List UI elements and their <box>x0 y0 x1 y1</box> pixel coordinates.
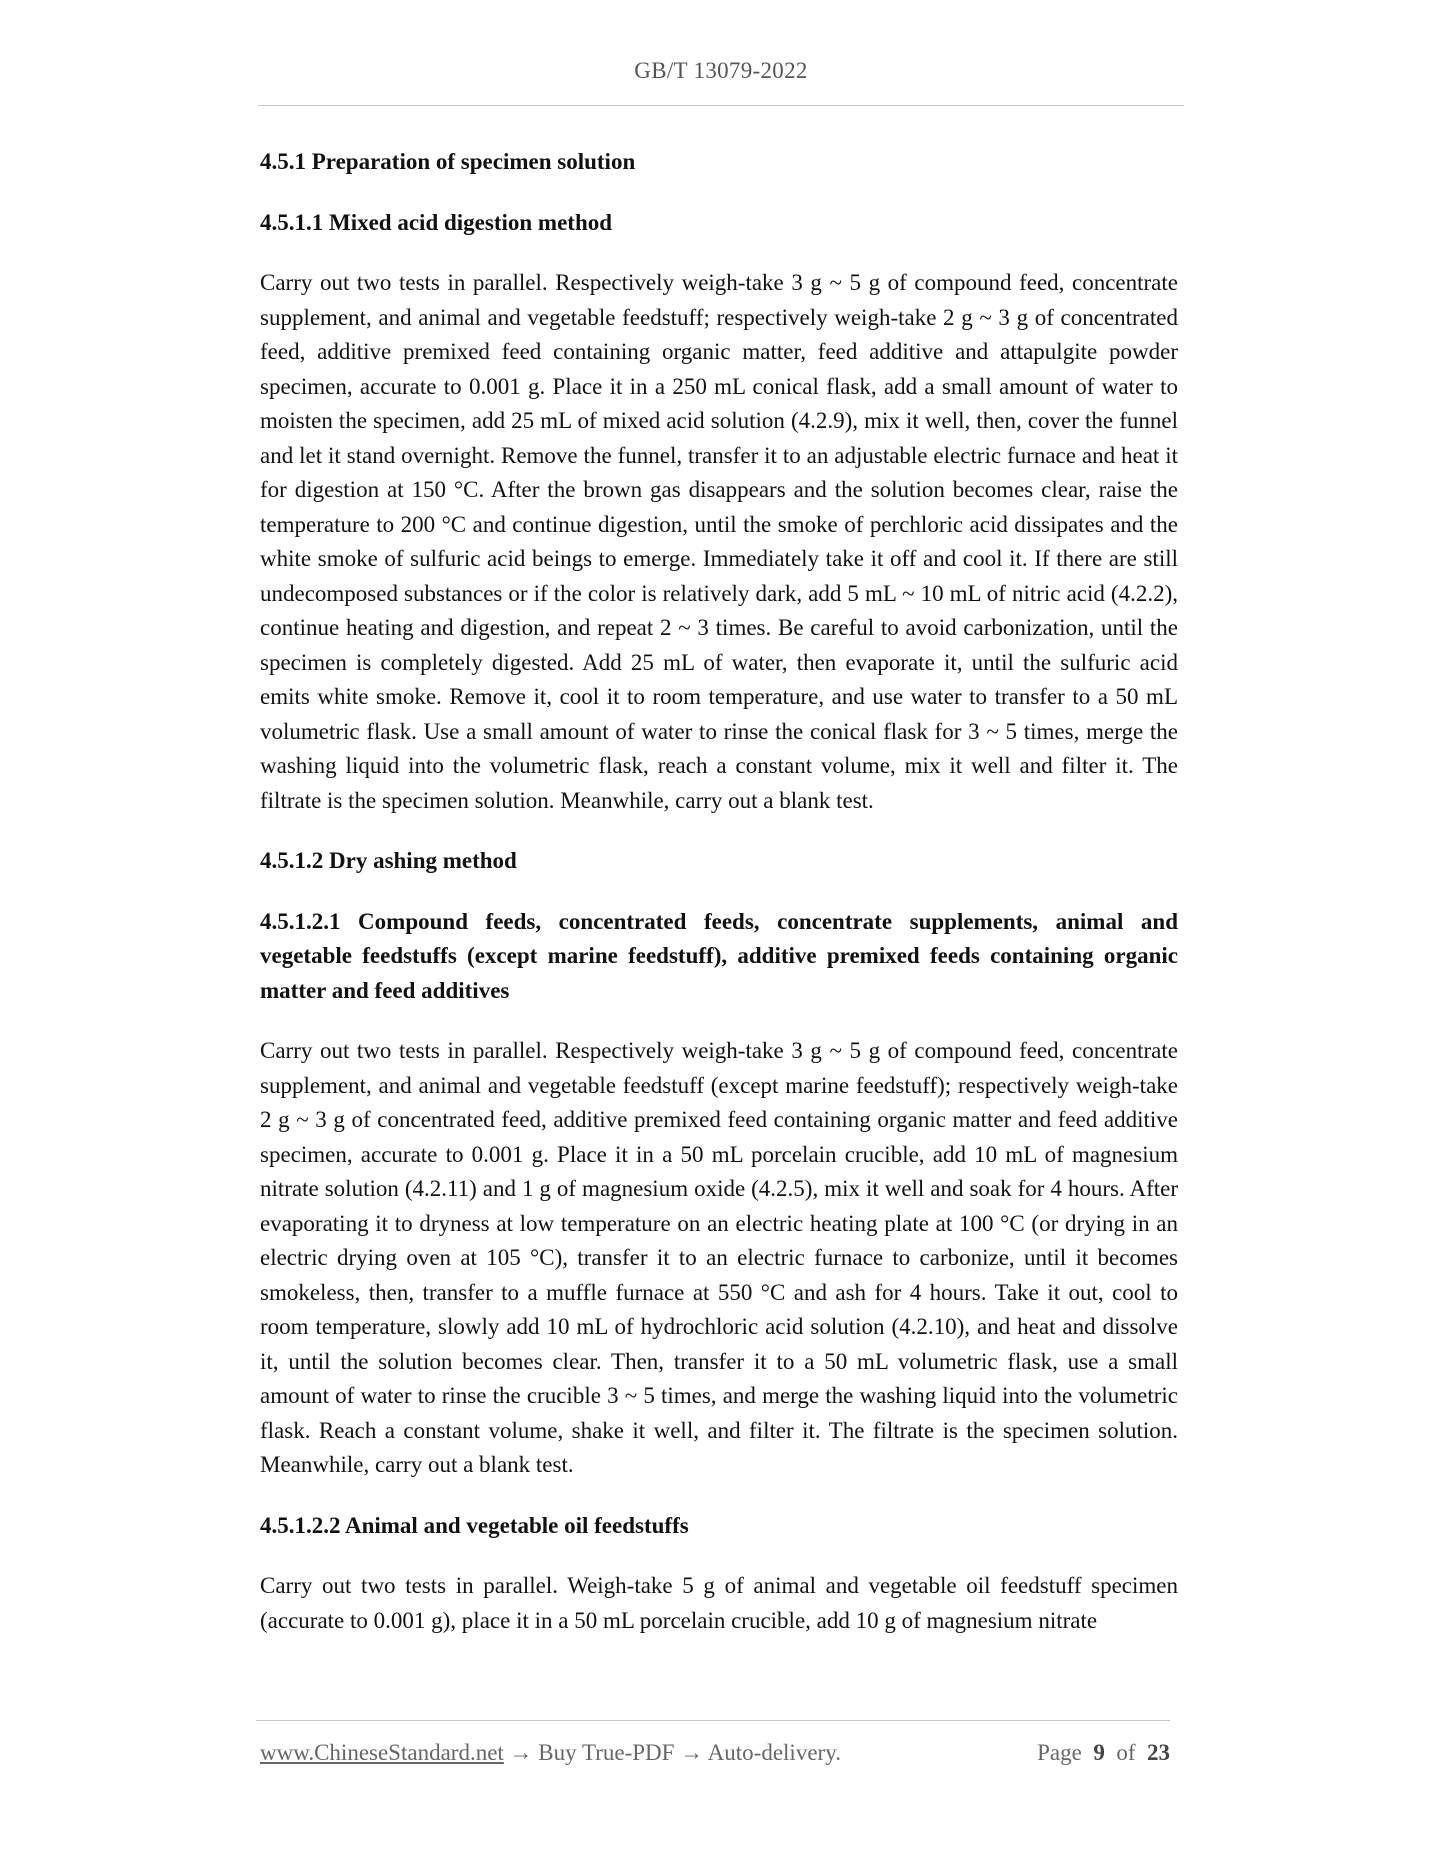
document-header-code: GB/T 13079-2022 <box>634 58 808 83</box>
section-4-5-1-2-title: 4.5.1.2 Dry ashing method <box>260 848 517 873</box>
header-divider <box>258 105 1184 106</box>
page-number <box>1037 1740 1170 1766</box>
document-body <box>260 145 1178 1638</box>
arrow-right-icon: → <box>503 1740 539 1765</box>
section-4-5-1-1-title: 4.5.1.1 Mixed acid digestion method <box>260 209 613 235</box>
page-current: 9 <box>1093 1740 1105 1765</box>
section-4-5-1-2-2-title: 4.5.1.2.2 Animal and vegetable oil feedstuffs <box>260 1512 689 1538</box>
section-4-5-1-2-2-paragraph: Carry out two tests in parallel. Weigh-take 5 g of animal and vegetable oil feedstuff specimen (accurate to 0.001 g), place it in a 50 mL porcelain crucible, add 10 g of magnesium nitrate <box>260 1573 1178 1633</box>
section-4-5-1-2-1-paragraph: Carry out two tests in parallel. Respectively weigh-take 3 g ~ 5 g of compound feed, concentrate supplement, and animal and vegetable feedstuff (except marine feedstuff); respectively weigh-take 2 g ~ 3 g of concentrated feed, additive premixed feed containing organic matter and feed additive specimen, accurate to 0.001 g. Place it in a 50 mL porcelain crucible, add 10 mL of magnesium nitrate solution (4.2.11) and 1 g of magnesium oxide (4.2.5), mix it well and soak for 4 hours. After evaporating it to dryness at low temperature on an electric heating plate at 100 °C (or drying in an electric drying oven at 105 °C), transfer it to an electric furnace to carbonize, until it becomes smokeless, then, transfer to a muffle furnace at 550 °C and ash for 4 hours. Take it out, cool to room temperature, slowly add 10 mL of hydrochloric acid solution (4.2.10), and heat and dissolve it, until the solution becomes clear. Then, transfer it to a 50 mL volumetric flask, use a small amount of water to rinse the crucible 3 ~ 5 times, and merge the washing liquid into the volumetric flask. Reach a constant volume, shake it well, and filter it. The filtrate is the specimen solution. Meanwhile, carry out a blank test. <box>260 1038 1178 1477</box>
section-4-5-1-2-1-title: 4.5.1.2.1 Compound feeds, concentrated feeds, concentrate supplements, animal and vegetable feedstuffs (except marine feedstuff), additive premixed feeds containing organic matter and feed additives <box>260 908 1178 1003</box>
page-total: 23 <box>1147 1740 1170 1765</box>
auto-delivery-text: Auto-delivery. <box>707 1740 841 1765</box>
site-link[interactable]: www.ChineseStandard.net <box>260 1740 504 1765</box>
page-of-label: of <box>1116 1740 1136 1765</box>
section-4-5-1-title: 4.5.1 Preparation of specimen solution <box>260 149 636 174</box>
footer-divider <box>256 1720 1170 1721</box>
section-4-5-1-1-paragraph: Carry out two tests in parallel. Respectively weigh-take 3 g ~ 5 g of compound feed, concentrate supplement, and animal and vegetable feedstuff; respectively weigh-take 2 g ~ 3 g of concentrated feed, additive premixed feed containing organic matter, feed additive and attapulgite powder specimen, accurate to 0.001 g. Place it in a 250 mL conical flask, add a small amount of water to moisten the specimen, add 25 mL of mixed acid solution (4.2.9), mix it well, then, cover the funnel and let it stand overnight. Remove the funnel, transfer it to an adjustable electric furnace and heat it for digestion at 150 °C. After the brown gas disappears and the solution becomes clear, raise the temperature to 200 °C and continue digestion, until the smoke of perchloric acid dissipates and the white smoke of sulfuric acid beings to emerge. Immediately take it off and cool it. If there are still undecomposed substances or if the color is relatively dark, add 5 mL ~ 10 mL of nitric acid (4.2.2), continue heating and digestion, and repeat 2 ~ 3 times. Be careful to avoid carbonization, until the specimen is completely digested. Add 25 mL of water, then evaporate it, until the sulfuric acid emits white smoke. Remove it, cool it to room temperature, and use water to transfer to a 50 mL volumetric flask. Use a small amount of water to rinse the conical flask for 3 ~ 5 times, merge the washing liquid into the volumetric flask, reach a constant volume, mix it well and filter it. The filtrate is the specimen solution. Meanwhile, carry out a blank test. <box>260 270 1178 813</box>
footer-promo <box>260 1740 841 1766</box>
arrow-right-icon: → <box>674 1740 708 1765</box>
buy-pdf-text: Buy True-PDF <box>538 1740 675 1765</box>
page-label: Page <box>1037 1740 1082 1765</box>
